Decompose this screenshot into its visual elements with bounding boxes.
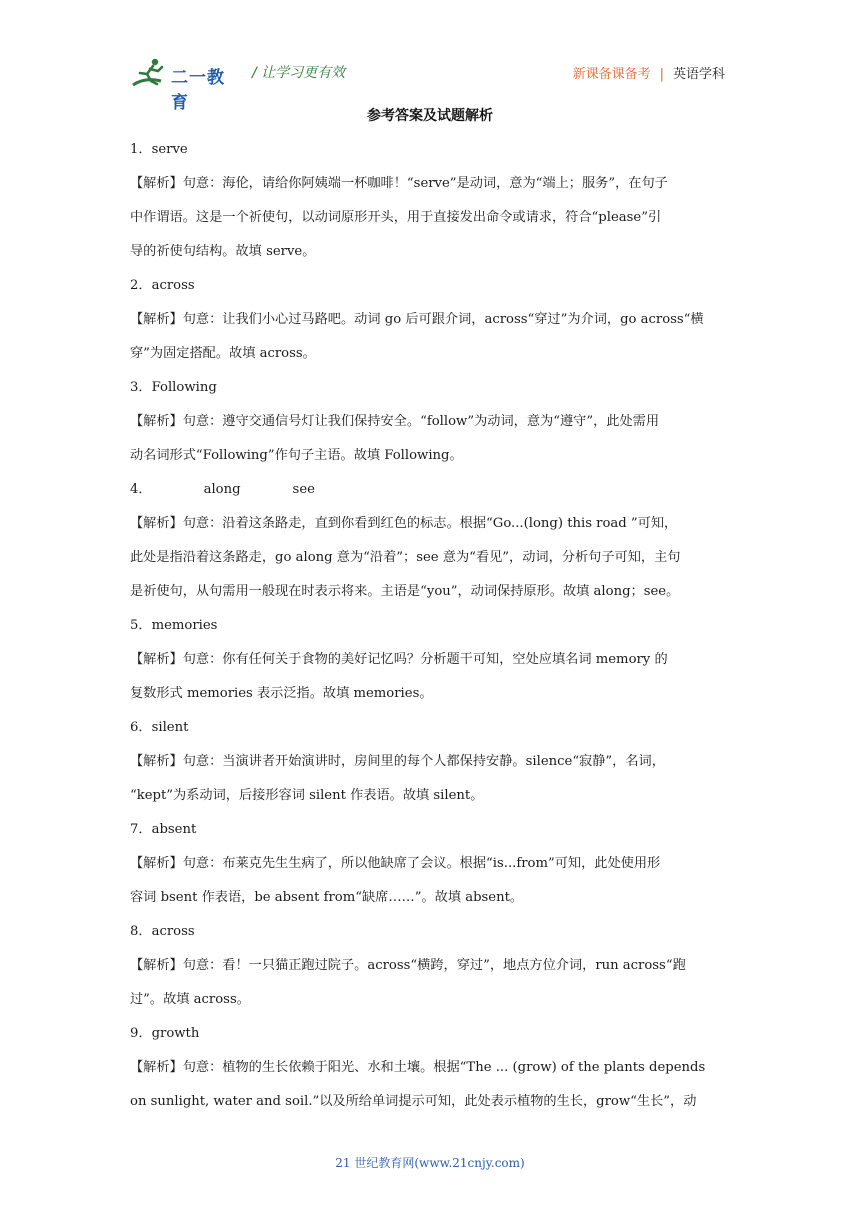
item-number: 7．absent (130, 822, 197, 837)
analysis-line: 此处是指沿着这条路走，go along 意为“沿着”；see 意为“看见”，动词，分析句子可知，主句 (130, 550, 681, 565)
slogan: / 让学习更有效 (252, 65, 346, 81)
analysis-line: 【解析】句意：植物的生长依赖于阳光、水和土壤。根据“The ... (grow) of the plants depends (130, 1060, 706, 1075)
header-separator: | (659, 67, 664, 82)
item-number: 1．serve (130, 142, 188, 157)
page-footer: 21 世纪教育网(www.21cnjy.com) (335, 1156, 525, 1170)
logo-text: 二一教育 (171, 68, 225, 113)
analysis-line: 【解析】句意：海伦，请给你阿姨端一杯咖啡！“serve”是动词，意为“端上；服务”，在句子 (130, 176, 668, 191)
analysis-line: 是祈使句，从句需用一般现在时表示将来。主语是“you”，动词保持原形。故填 along；see。 (130, 584, 680, 599)
item-number: 8．across (130, 924, 195, 939)
page-header (0, 0, 860, 113)
analysis-line: 【解析】句意：沿着这条路走，直到你看到红色的标志。根据“Go...(long) this road ”可知， (130, 516, 678, 531)
answer-list (130, 133, 730, 1119)
analysis-line: 动名词形式“Following”作句子主语。故填 Following。 (130, 448, 463, 463)
item-number: 3．Following (130, 380, 217, 395)
page-title: 参考答案及试题解析 (367, 108, 493, 124)
course-label: 新课备课备考 (572, 67, 651, 82)
analysis-line: 容词 bsent 作表语，be absent from“缺席……”。故填 absent。 (130, 890, 524, 905)
analysis-line: 【解析】句意：当演讲者开始演讲时，房间里的每个人都保持安静。silence“寂静”，名词， (130, 754, 665, 769)
item-number: 2．across (130, 278, 195, 293)
analysis-line: 过”。故填 across。 (130, 992, 250, 1007)
item-number: 5．memories (130, 618, 218, 633)
analysis-line: 【解析】句意：你有任何关于食物的美好记忆吗？分析题干可知，空处应填名词 memory 的 (130, 652, 668, 667)
analysis-line: 【解析】句意：看！一只猫正跑过院子。across“横跨，穿过”，地点方位介词，run across“跑 (130, 958, 686, 973)
analysis-line: “kept”为系动词，后接形容词 silent 作表语。故填 silent。 (130, 788, 484, 803)
item-number: 4． (130, 482, 152, 497)
subject-label: 英语学科 (672, 67, 725, 82)
analysis-line: 导的祈使句结构。故填 serve。 (130, 244, 316, 259)
answer-2: see (292, 482, 315, 497)
header-right (573, 63, 725, 82)
analysis-line: 中作谓语。这是一个祈使句，以动词原形开头，用于直接发出命令或请求，符合“please”引 (130, 210, 662, 225)
item-number-row (130, 473, 730, 507)
logo (131, 57, 241, 113)
analysis-line: 穿”为固定搭配。故填 across。 (130, 346, 316, 361)
analysis-line: on sunlight, water and soil.”以及所给单词提示可知，此处表示植物的生长，grow“生长”，动 (130, 1094, 697, 1109)
runner-logo-icon (131, 57, 171, 89)
analysis-line: 【解析】句意：让我们小心过马路吧。动词 go 后可跟介词，across“穿过”为介词，go across“横 (130, 312, 704, 327)
answer-1: along (203, 482, 241, 497)
item-number: 9．growth (130, 1026, 200, 1041)
analysis-line: 复数形式 memories 表示泛指。故填 memories。 (130, 686, 433, 701)
item-number: 6．silent (130, 720, 189, 735)
analysis-line: 【解析】句意：遵守交通信号灯让我们保持安全。“follow”为动词，意为“遵守”，此处需用 (130, 414, 660, 429)
analysis-line: 【解析】句意：布莱克先生生病了，所以他缺席了会议。根据“is...from”可知，此处使用形 (130, 856, 661, 871)
